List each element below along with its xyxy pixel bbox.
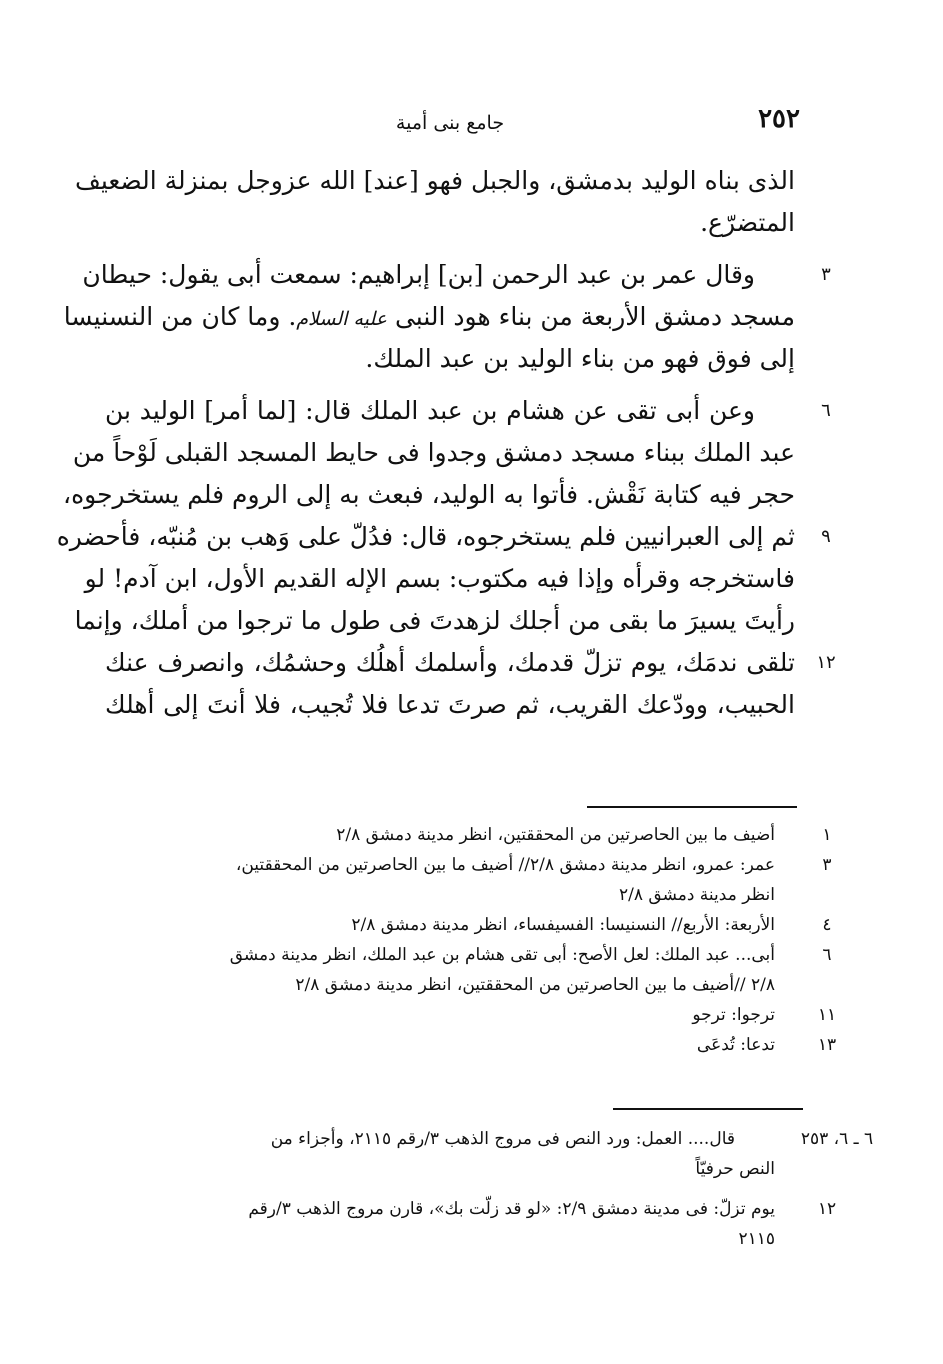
footnote-number: ١٢	[817, 1199, 837, 1219]
line-number: ١٢	[816, 652, 836, 673]
paragraph	[56, 390, 836, 726]
footnote-text: انظر مدينة دمشق ٢/٨	[618, 885, 775, 905]
footnote-text: النص حرفيّاً	[695, 1159, 775, 1179]
text-fragment: . وما كان من النسنيسا	[63, 302, 297, 331]
footnote-text: ٢١١٥	[738, 1229, 775, 1249]
line-number: ٩	[821, 526, 831, 547]
footnote	[95, 1194, 837, 1254]
text-line: تلقى ندمَك، يوم تزلّ قدمك، وأسلمك أهلُك وحشمُك، وانصرف عنك	[105, 648, 795, 677]
text-line: الحبيب، وودّعك القريب، ثم صرتَ تدعا فلا تُجيب، فلا أنتَ إلى أهلك	[105, 690, 795, 719]
footnote	[95, 910, 832, 940]
text-line: ثم إلى العبرانيين فلم يستخرجوه، قال: فدُلّ على وَهب بن مُنبّه، فأحضره	[56, 522, 795, 551]
running-title: جامع بنى أمية	[395, 112, 505, 134]
text-line: رأيتَ يسيرَ ما بقى من أجلك لزهدتَ فى طول ما ترجوا من أملك، وإنما	[74, 606, 795, 635]
text-line: وعن أبى تقى عن هشام بن عبد الملك قال: [لما أمر] الوليد بن	[105, 396, 755, 425]
text-line: حجر فيه كتابة نَقْش. فأتوا به الوليد، فبعث به إلى الروم فلم يستخرجوه،	[63, 480, 795, 509]
footnote-separator	[587, 806, 797, 808]
footnote-text: أضيف ما بين الحاصرتين من المحققتين، انظر مدينة دمشق ٢/٨	[336, 825, 775, 845]
footnote-text: تدعا: تُدعَى	[696, 1035, 775, 1055]
paragraph	[74, 160, 795, 244]
footnote-text: يوم تزلّ: فى مدينة دمشق ٢/٩: «لو قد زلّت بك»، قارن مروج الذهب ٣/رقم	[248, 1199, 775, 1219]
text-fragment: مسجد دمشق الأربعة من بناء هود النبى	[394, 302, 795, 331]
footnote-text: أبى... عبد الملك: لعل الأصح: أبى تقى هشام بن عبد الملك، انظر مدينة دمشق	[229, 945, 775, 965]
footnote-text: عمر: عمرو، انظر مدينة دمشق ٢/٨// أضيف ما بين الحاصرتين من المحققتين،	[235, 855, 775, 875]
text-line: الذى بناه الوليد بدمشق، والجبل فهو [عند] الله عزوجل بمنزلة الضعيف	[74, 166, 795, 195]
text-line	[63, 296, 795, 338]
footnote-number: ١٣	[817, 1035, 837, 1055]
text-line: وقال عمر بن عبد الرحمن [بن] إبراهيم: سمعت أبى يقول: حيطان	[82, 260, 755, 289]
footnote-separator	[613, 1108, 803, 1110]
paragraph	[63, 254, 831, 380]
footnote	[95, 1030, 837, 1060]
text-line: إلى فوق فهو من بناء الوليد بن عبد الملك.	[365, 344, 795, 373]
footnote-number: ١١	[817, 1005, 837, 1025]
running-header	[100, 104, 800, 144]
footnote	[95, 1000, 837, 1030]
footnote	[95, 850, 832, 910]
footnote	[95, 1124, 874, 1184]
line-number: ٦	[821, 400, 831, 421]
text-line: المتضرّع.	[700, 208, 795, 237]
footnote-text: ٢/٨ //أضيف ما بين الحاصرتين من المحققتين، انظر مدينة دمشق ٢/٨	[295, 975, 775, 995]
footnote	[95, 820, 832, 850]
text-line: فاستخرجه وقرأه وإذا فيه مكتوب: بسم الإله القديم الأول، ابن آدم! لو	[84, 564, 795, 593]
honorific-glyph: عليه السلام	[296, 308, 388, 330]
footnote-text: الأربعة: الأربع// النسنيسا: الفسيفساء، انظر مدينة دمشق ٢/٨	[351, 915, 775, 935]
footnote-number: ٦ ـ ٦، ٢٥٣	[800, 1129, 874, 1149]
page-number: ٢٥٢	[758, 104, 800, 134]
line-number: ٣	[821, 264, 831, 285]
footnote-number: ٦	[822, 945, 832, 965]
footnote-text: ترجوا: ترجو	[692, 1005, 775, 1025]
footnote-text: قال.... العمل: ورد النص فى مروج الذهب ٣/رقم ٢١١٥، وأجزاء من	[270, 1129, 735, 1149]
source-footnotes	[95, 1124, 874, 1254]
footnote-number: ١	[822, 825, 832, 845]
footnote-number: ٤	[822, 915, 832, 935]
text-line: عبد الملك ببناء مسجد دمشق وجدوا فى حايط المسجد القبلى لَوْحاً من	[72, 438, 795, 467]
footnote-number: ٣	[822, 855, 832, 875]
footnote	[95, 940, 832, 1000]
main-text	[56, 160, 836, 736]
variant-footnotes	[95, 820, 837, 1060]
